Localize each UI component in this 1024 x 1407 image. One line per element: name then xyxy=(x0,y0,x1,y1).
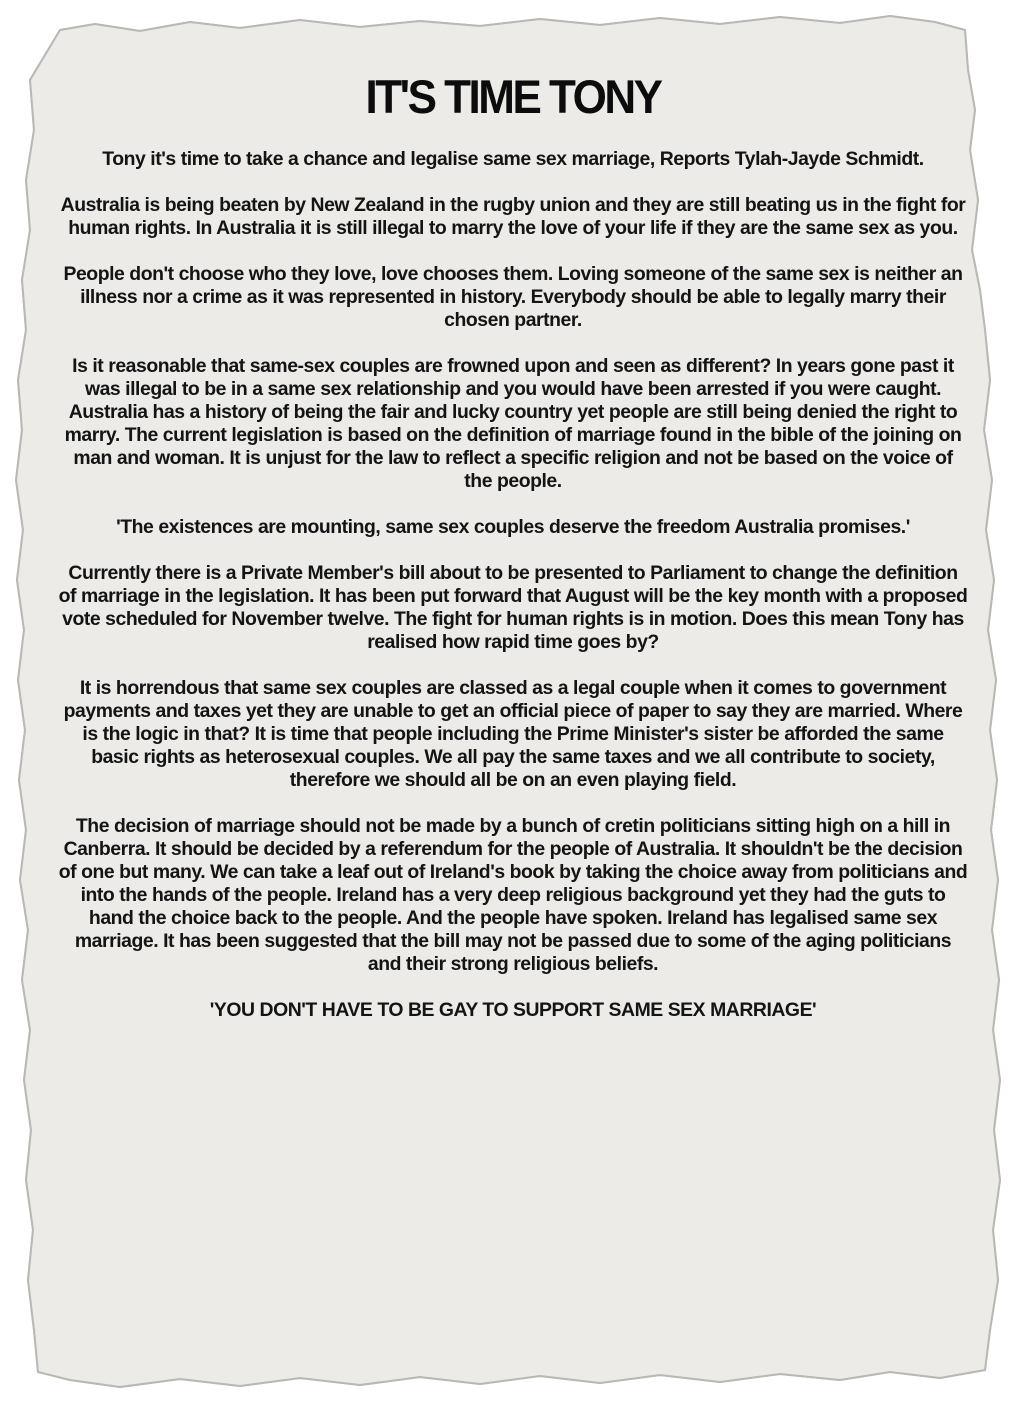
article-paragraph-2: Australia is being beaten by New Zealand in the rugby union and they are still beating us in the fight for human rights. In Australia it is still illegal to marry the love of your life if they are the same sex as you. xyxy=(60,194,966,239)
article-pull-quote: 'The existences are mounting, same sex couples deserve the freedom Australia promises.' xyxy=(116,516,910,538)
article-headline: IT'S TIME TONY xyxy=(365,71,661,124)
article-paragraph-6: It is horrendous that same sex couples are classed as a legal couple when it comes to government payments and taxes yet they are unable to get an official piece of paper to say they are married. Where is the logic in that? It is time that people including the Prime Minister's sister be afforded the same basic rights as heterosexual couples. We all pay the same taxes and we all contribute to society, therefore we should all be on an even playing field. xyxy=(63,677,963,791)
article-paragraph-5: Currently there is a Private Member's bill about to be presented to Parliament to change the definition of marriage in the legislation. It has been put forward that August will be the key month with a proposed vote scheduled for November twelve. The fight for human rights is in motion. Does this mean Tony has realised how rapid time goes by? xyxy=(58,562,968,653)
article-paragraph-4: Is it reasonable that same-sex couples are frowned upon and seen as different? In years gone past it was illegal to be in a same sex relationship and you would have been arrested if you were caught. Australia has a history of being the fair and lucky country yet people are still being denied the right to marry. The current legislation is based on the definition of marriage found in the bible of the joining on man and woman. It is unjust for the law to reflect a specific religion and not be based on the voice of the people. xyxy=(64,355,962,492)
article-paragraph-7: The decision of marriage should not be made by a bunch of cretin politicians sitting high on a hill in Canberra. It should be decided by a referendum for the people of Australia. It shouldn't be the decision of one but many. We can take a leaf out of Ireland's book by taking the choice away from politicians and into the hands of the people. Ireland has a very deep religious background yet they had the guts to hand the choice back to the people. And the people have spoken. Ireland has legalised same sex marriage. It has been suggested that the bill may not be passed due to some of the aging politicians and their strong religious beliefs. xyxy=(58,815,968,975)
article-paragraph-3: People don't choose who they love, love chooses them. Loving someone of the same sex is neither an illness nor a crime as it was represented in history. Everybody should be able to legally marry their chosen partner. xyxy=(63,263,963,331)
article-paragraph-1: Tony it's time to take a chance and legalise same sex marriage, Reports Tylah-Jayde Schmidt. xyxy=(102,148,924,170)
article-closing-quote: 'YOU DON'T HAVE TO BE GAY TO SUPPORT SAME SEX MARRIAGE' xyxy=(209,999,817,1021)
article xyxy=(58,72,968,1045)
